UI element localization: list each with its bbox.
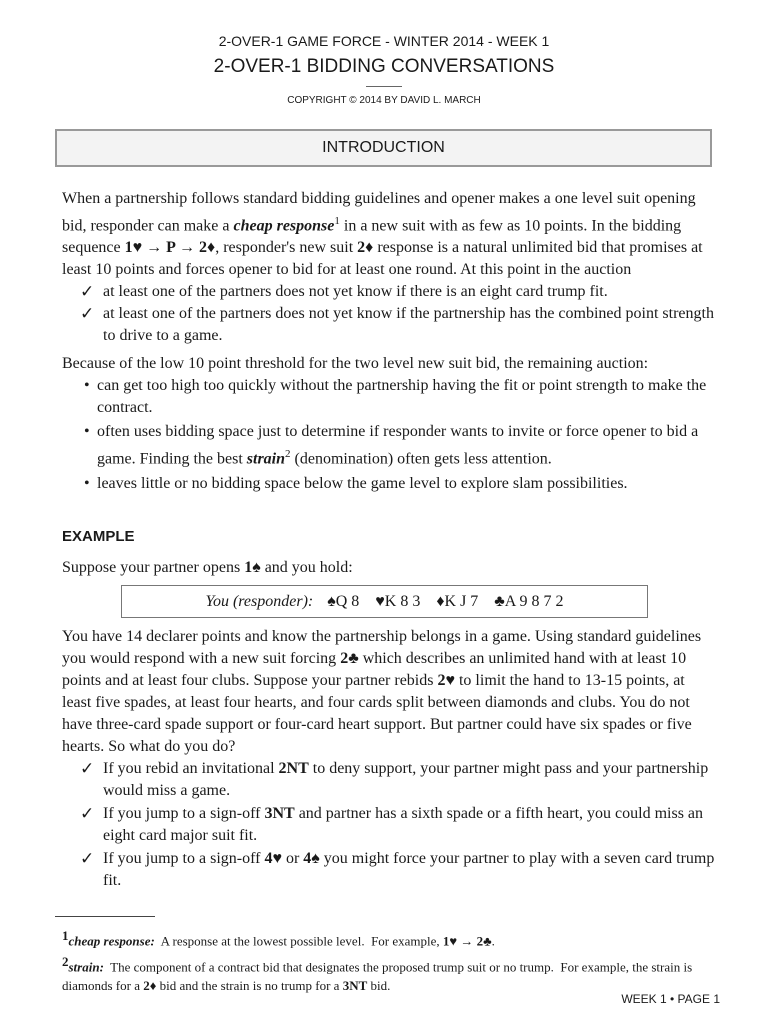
example-heading: EXAMPLE [62, 528, 135, 545]
bullet-icon: • [84, 377, 90, 395]
footnote-2: $^2$strain: The component of a contract bid that designates the proposed trump suit or no trump. For example, the strain is diamonds for a 2♦ bid and the strain is no trump for a 3NT bid. [62, 954, 696, 994]
checkmark-icon: ✓ [80, 304, 95, 324]
example-paragraph: You have 14 declarer points and know the partnership belongs in a game. Using standard guidelines you would respond with a new suit forcing 2♣ which describes an unlimited hand with at least 10 points and at least four clubs. Suppose your partner rebids 2♥ to limit the hand to 13-15 points, at least five spades, at least four hearts, and four cards split between diamonds and clubs. You do not have three-card spade support or four-card heart support. But partner could have six spades or five hearts. So what do you do? [62, 628, 702, 755]
list-item: ✓ If you jump to a sign-off 3NT and partner has a sixth spade or a fifth heart, you could miss an eight card major suit fit. [80, 804, 704, 844]
list-item: ✓ If you rebid an invitational 2NT to deny support, your partner might pass and your partnership would miss a game. [80, 759, 709, 799]
example-intro: Suppose your partner opens 1♠ and you hold: [62, 559, 353, 576]
bid-1s: 1♠ [244, 559, 261, 576]
page-title: 2-OVER-1 BIDDING CONVERSATIONS [213, 56, 555, 77]
hand-cards: ♠Q 8 ♥K 8 3 ♦K J 7 ♣A 9 8 7 2 [327, 592, 564, 610]
checkmark-icon: ✓ [80, 282, 95, 302]
bid-2h: 2♥ [437, 672, 455, 689]
footnote-divider [55, 916, 155, 917]
title-divider [366, 86, 402, 87]
list-item: • leaves little or no bidding space below the game level to explore slam possibilities. [62, 473, 717, 495]
header-top-line: 2-OVER-1 GAME FORCE - WINTER 2014 - WEEK 1 [218, 33, 550, 49]
bid-4s: 4♠ [303, 850, 320, 867]
example-section [62, 626, 717, 892]
bid-2d: 2♦ [357, 239, 374, 257]
list-item: ✓ at least one of the partners does not yet know if there is an eight card trump fit. [80, 282, 608, 302]
auction-paragraph: Because of the low 10 point threshold for the two level new suit bid, the remaining auction: [62, 355, 649, 373]
introduction-heading-box [55, 129, 712, 167]
bid-2c: 2♣ [340, 650, 359, 667]
checkmark-icon: ✓ [80, 849, 95, 868]
page-footer: WEEK 1 • PAGE 1 [621, 992, 720, 1006]
intro-paragraph: When a partnership follows standard bidding guidelines and opener makes a one level suit opening bid, responder can make a cheap response$^1$ in a new suit with as few as 10 points. In the bidding sequence 1♥ → P → 2♦, responder's new suit 2♦ response is a natural unlimited bid that promises at least 10 points and forces opener to bid for at least one round. At this point in the auction [62, 190, 703, 279]
copyright-line: COPYRIGHT © 2014 BY DAVID L. MARCH [287, 95, 481, 106]
hand-display-box [121, 585, 648, 618]
term-strain: strain [246, 450, 286, 468]
list-item: ✓ at least one of the partners does not yet know if the partnership has the combined point strength to drive to a game. [80, 304, 714, 345]
term-cheap-response: cheap response [233, 217, 335, 235]
intro-check-list [62, 281, 717, 347]
introduction-heading: INTRODUCTION [322, 139, 445, 156]
bid-4h: 4♥ [264, 850, 282, 867]
bid-3nt: 3NT [264, 805, 295, 822]
bid-sequence: 1♥ → P → 2♦ [124, 239, 216, 257]
list-item: • can get too high too quickly without the partnership having the fit or point strength to make the contract. [84, 377, 707, 417]
hand-label: You (responder): [205, 592, 314, 610]
bullet-icon: • [84, 474, 90, 492]
footnote-ref-1: 1 [334, 215, 340, 227]
list-item: ✓ If you jump to a sign-off 4♥ or 4♠ you might force your partner to play with a seven card trump fit. [80, 849, 715, 889]
checkmark-icon: ✓ [80, 759, 95, 778]
auction-bullet-list [62, 375, 717, 494]
example-check-list [62, 758, 717, 892]
introduction-section [62, 188, 717, 495]
list-item: • often uses bidding space just to determine if responder wants to invite or force opener to bid a game. Finding the best strain$^2$ (denomination) often gets less attention. [84, 423, 699, 468]
bullet-icon: • [84, 423, 90, 441]
footnote-1: $^1$cheap response: A response at the lowest possible level. For example, 1♥ → 2♣. [62, 928, 495, 949]
bid-2nt: 2NT [278, 760, 309, 777]
checkmark-icon: ✓ [80, 804, 95, 823]
footnote-ref-2: 2 [285, 448, 291, 461]
